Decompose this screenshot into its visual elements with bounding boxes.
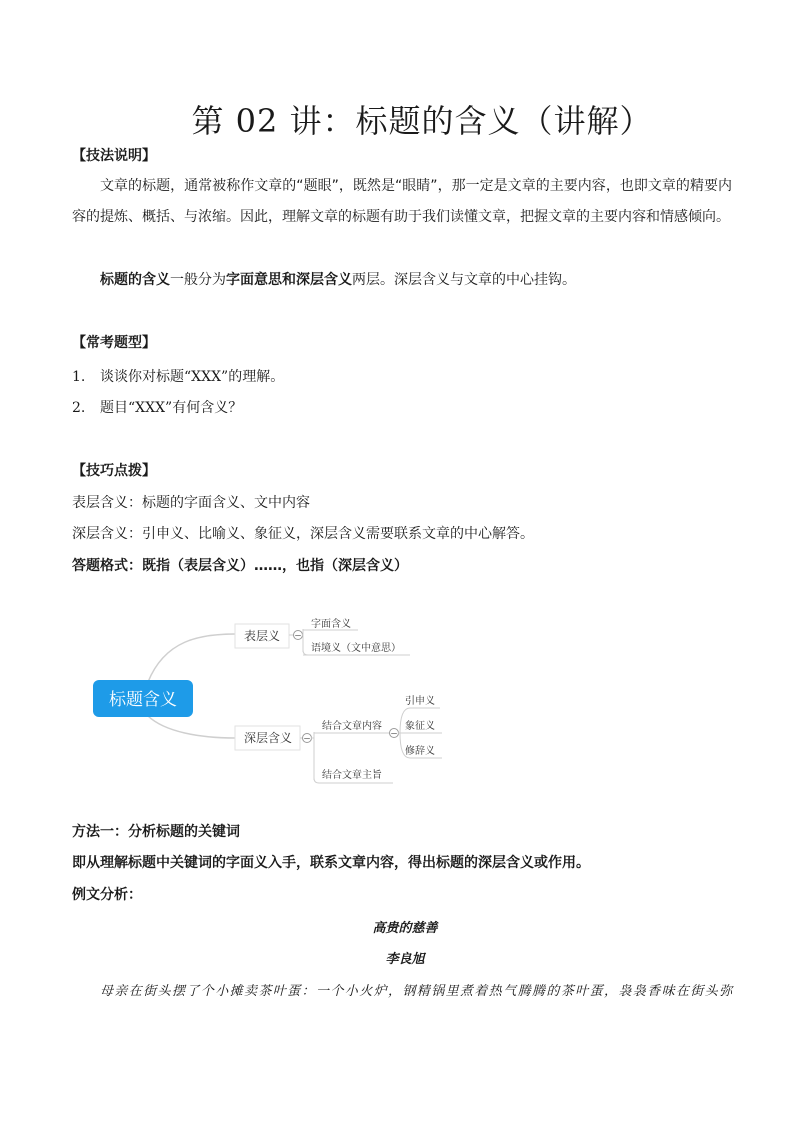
tip-surface-meaning: 表层含义：标题的字面含义、文中内容 [72, 495, 310, 511]
technique-paragraph-2 [100, 270, 576, 290]
list-item [72, 367, 285, 387]
svg-text:−: − [294, 631, 302, 642]
list-text: 谈谈你对标题“XXX”的理解。 [100, 369, 285, 385]
svg-text:−: − [390, 729, 398, 740]
mind-map-leaf-extended: 引申义 [405, 696, 435, 707]
list-item [72, 398, 243, 418]
list-text: 题目“XXX”有何含义？ [100, 400, 243, 416]
mind-map-branch-deep-label: 深层含义 [243, 731, 293, 745]
mind-map [0, 600, 794, 820]
plain-text: 两层。深层含义与文章的中心挂钩。 [352, 272, 576, 288]
list-number: 1. [72, 369, 86, 385]
example-label: 例文分析： [72, 887, 142, 903]
mind-map-node-content: 结合文章内容 [322, 721, 382, 732]
tip-deep-meaning: 深层含义：引申义、比喻义、象征义，深层含义需要联系文章的中心解答。 [72, 526, 534, 542]
plain-text: 一般分为 [170, 272, 226, 288]
method-title: 方法一：分析标题的关键词 [72, 824, 240, 840]
connector-line [148, 716, 235, 738]
emphasis-two-layers: 字面意思和深层含义 [226, 272, 352, 288]
technique-paragraph: 文章的标题，通常被称作文章的“题眼”，既然是“眼睛”，那一定是文章的主要内容，也即文章的精要内容的提炼、概括、与浓缩。因此，理解文章的标题有助于我们读懂文章，把握文章的主要内容和情感倾向。 [72, 178, 732, 225]
article-author: 李良旭 [385, 952, 425, 967]
page-title: 第 02 讲：标题的含义（讲解） [191, 102, 653, 140]
article-first-line: 母亲在街头摆了个小摊卖茶叶蛋：一个小火炉，钢精锅里煮着热气腾腾的茶叶蛋，袅袅香味在街头弥 [100, 984, 734, 999]
mind-map-leaf-literal: 字面含义 [311, 619, 351, 630]
article-title: 高贵的慈善 [372, 921, 438, 936]
list-number: 2. [72, 400, 86, 416]
method-description: 即从理解标题中关键词的字面义入手，联系文章内容，得出标题的深层含义或作用。 [72, 855, 590, 871]
mind-map-branch-surface-label: 表层义 [243, 629, 281, 643]
emphasis-title-meaning: 标题的含义 [100, 272, 170, 288]
mind-map-leaf-contextual: 语境义（文中意思） [311, 643, 401, 654]
section-heading-technique: 【技法说明】 [72, 148, 156, 164]
mind-map-node-theme: 结合文章主旨 [322, 770, 382, 781]
section-heading-tips: 【技巧点拨】 [72, 463, 156, 479]
connector-line [148, 634, 235, 682]
mind-map-leaf-symbolic: 象征义 [405, 721, 435, 732]
mind-map-root-label: 标题含义 [109, 690, 177, 710]
svg-text:−: − [303, 734, 311, 745]
answer-format: 答题格式：既指（表层含义）……，也指（深层含义） [72, 558, 408, 574]
mind-map-leaf-rhetorical: 修辞义 [405, 746, 435, 757]
section-heading-question-types: 【常考题型】 [72, 335, 156, 351]
